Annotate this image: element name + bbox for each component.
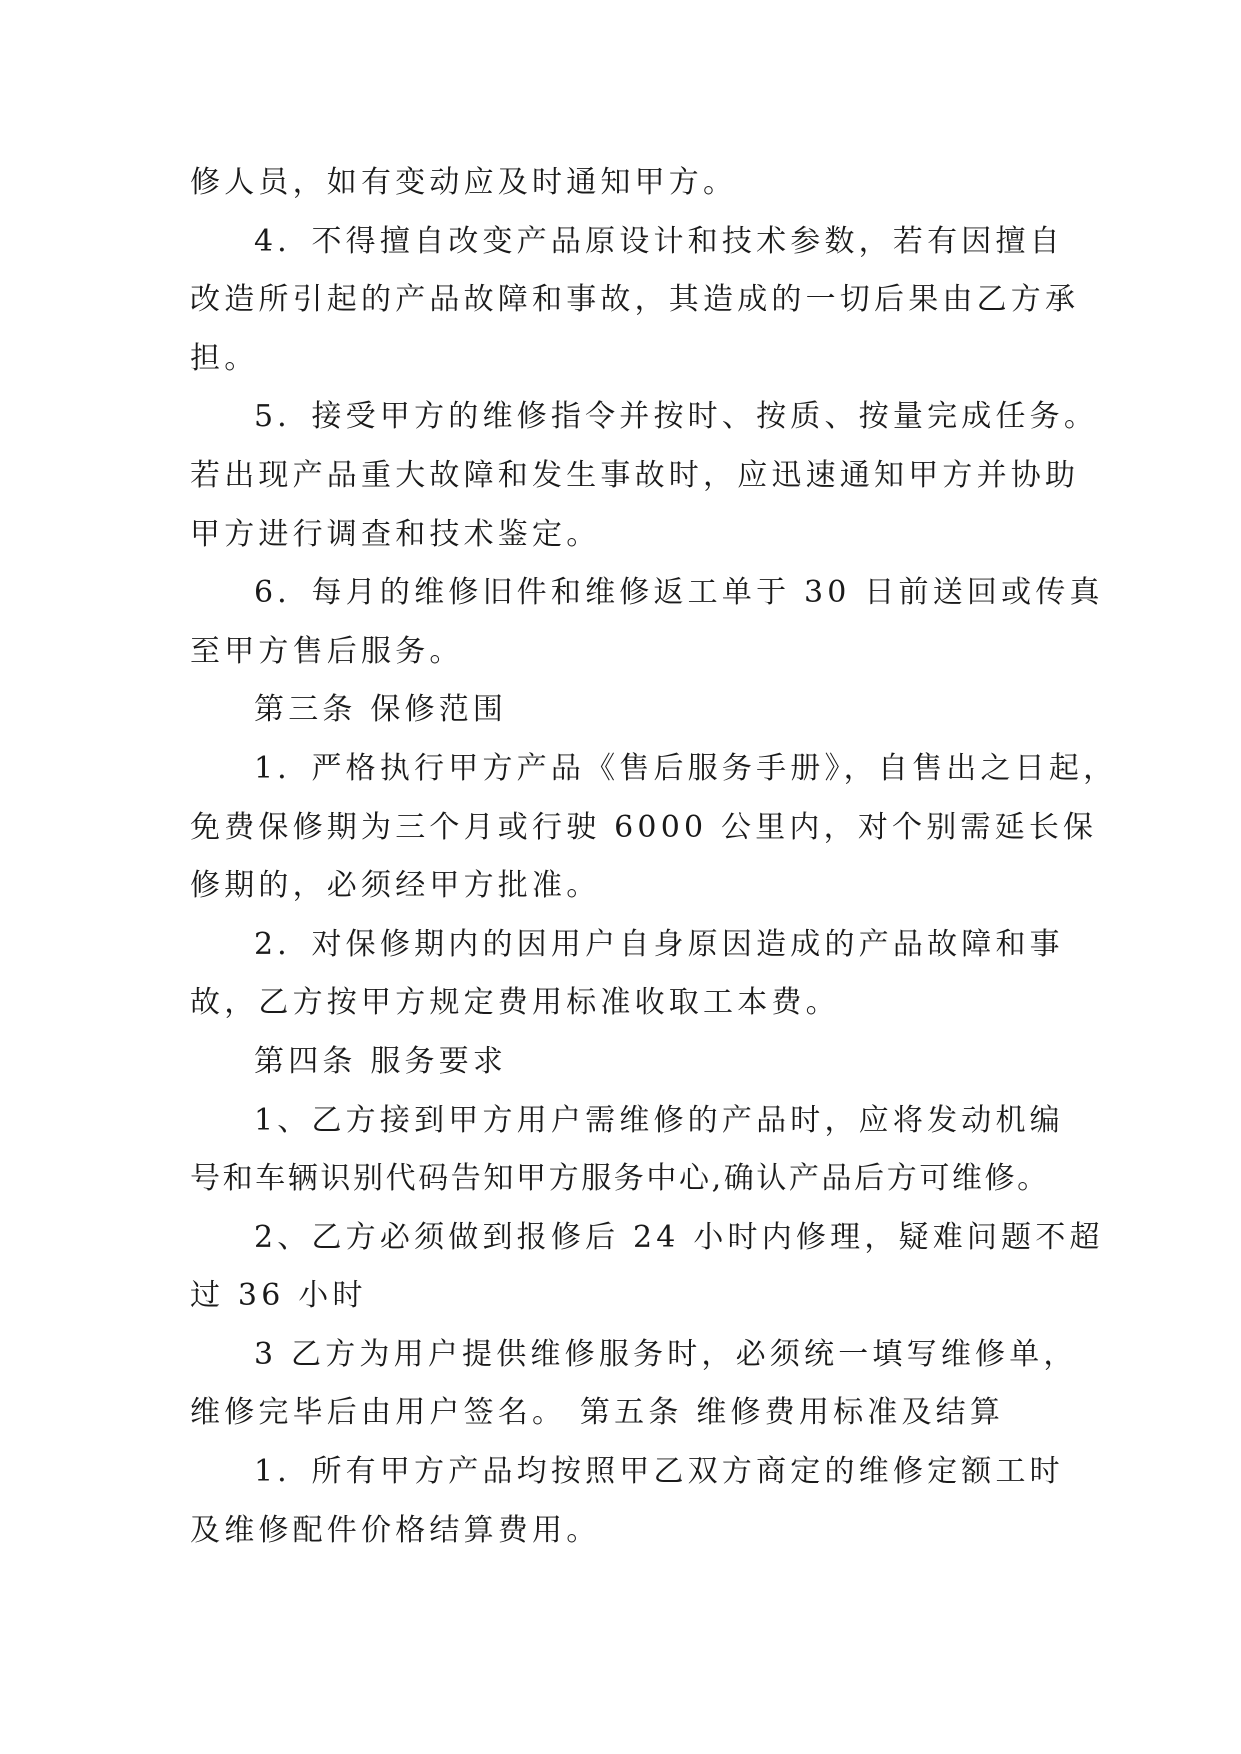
document-body bbox=[190, 154, 1118, 1560]
text-line: 至甲方售后服务。 bbox=[190, 633, 464, 669]
text-line: 5．接受甲方的维修指令并按时、按质、按量完成任务。 bbox=[254, 399, 1099, 435]
text-line: 过 36 小时 bbox=[190, 1278, 367, 1314]
text-line: 1、乙方接到甲方用户需维修的产品时，应将发动机编 bbox=[254, 1102, 1064, 1138]
paragraph-continued-personnel bbox=[190, 154, 1070, 213]
text-line: 号和车辆识别代码告知甲方服务中心,确认产品后方可维修。 bbox=[190, 1161, 1050, 1197]
text-line: 甲方进行调查和技术鉴定。 bbox=[190, 516, 601, 552]
paragraph-article-4-item-1 bbox=[190, 1092, 1070, 1209]
paragraph-item-5 bbox=[190, 388, 1099, 564]
section-heading: 第四条 服务要求 bbox=[254, 1043, 508, 1079]
paragraph-item-4 bbox=[190, 213, 1080, 389]
paragraph-article-4-item-2 bbox=[190, 1209, 1104, 1326]
text-line: 免费保修期为三个月或行驶 6000 公里内，对个别需延长保 bbox=[190, 809, 1098, 845]
section-heading-article-3 bbox=[190, 681, 1070, 740]
text-line: 维修完毕后由用户签名。 第五条 维修费用标准及结算 bbox=[190, 1395, 1005, 1431]
text-line: 修人员，如有变动应及时通知甲方。 bbox=[190, 165, 738, 200]
paragraph-article-5-item-1 bbox=[190, 1443, 1070, 1560]
text-line: 1．严格执行甲方产品《售后服务手册》，自售出之日起， bbox=[254, 750, 1118, 786]
text-line: 改造所引起的产品故障和事故，其造成的一切后果由乙方承 bbox=[190, 282, 1080, 318]
text-line: 2、乙方必须做到报修后 24 小时内修理，疑难问题不超 bbox=[254, 1219, 1104, 1255]
text-line: 若出现产品重大故障和发生事故时，应迅速通知甲方并协助 bbox=[190, 457, 1080, 493]
text-line: 故，乙方按甲方规定费用标准收取工本费。 bbox=[190, 985, 840, 1021]
text-line: 3 乙方为用户提供维修服务时，必须统一填写维修单， bbox=[254, 1336, 1078, 1372]
text-line: 修期的，必须经甲方批准。 bbox=[190, 868, 601, 904]
text-line: 及维修配件价格结算费用。 bbox=[190, 1512, 601, 1548]
text-line: 6．每月的维修旧件和维修返工单于 30 日前送回或传真 bbox=[254, 575, 1104, 611]
paragraph-article-3-item-2 bbox=[190, 916, 1070, 1033]
paragraph-article-3-item-1 bbox=[190, 740, 1118, 916]
section-heading-article-4 bbox=[190, 1033, 1070, 1092]
paragraph-article-4-item-3 bbox=[190, 1326, 1078, 1443]
text-line: 4．不得擅自改变产品原设计和技术参数，若有因擅自 bbox=[254, 223, 1064, 259]
paragraph-item-6 bbox=[190, 564, 1104, 681]
section-heading: 第三条 保修范围 bbox=[254, 692, 508, 728]
text-line: 1．所有甲方产品均按照甲乙双方商定的维修定额工时 bbox=[254, 1454, 1064, 1490]
text-line: 担。 bbox=[190, 340, 259, 376]
text-line: 2．对保修期内的因用户自身原因造成的产品故障和事 bbox=[254, 926, 1064, 962]
